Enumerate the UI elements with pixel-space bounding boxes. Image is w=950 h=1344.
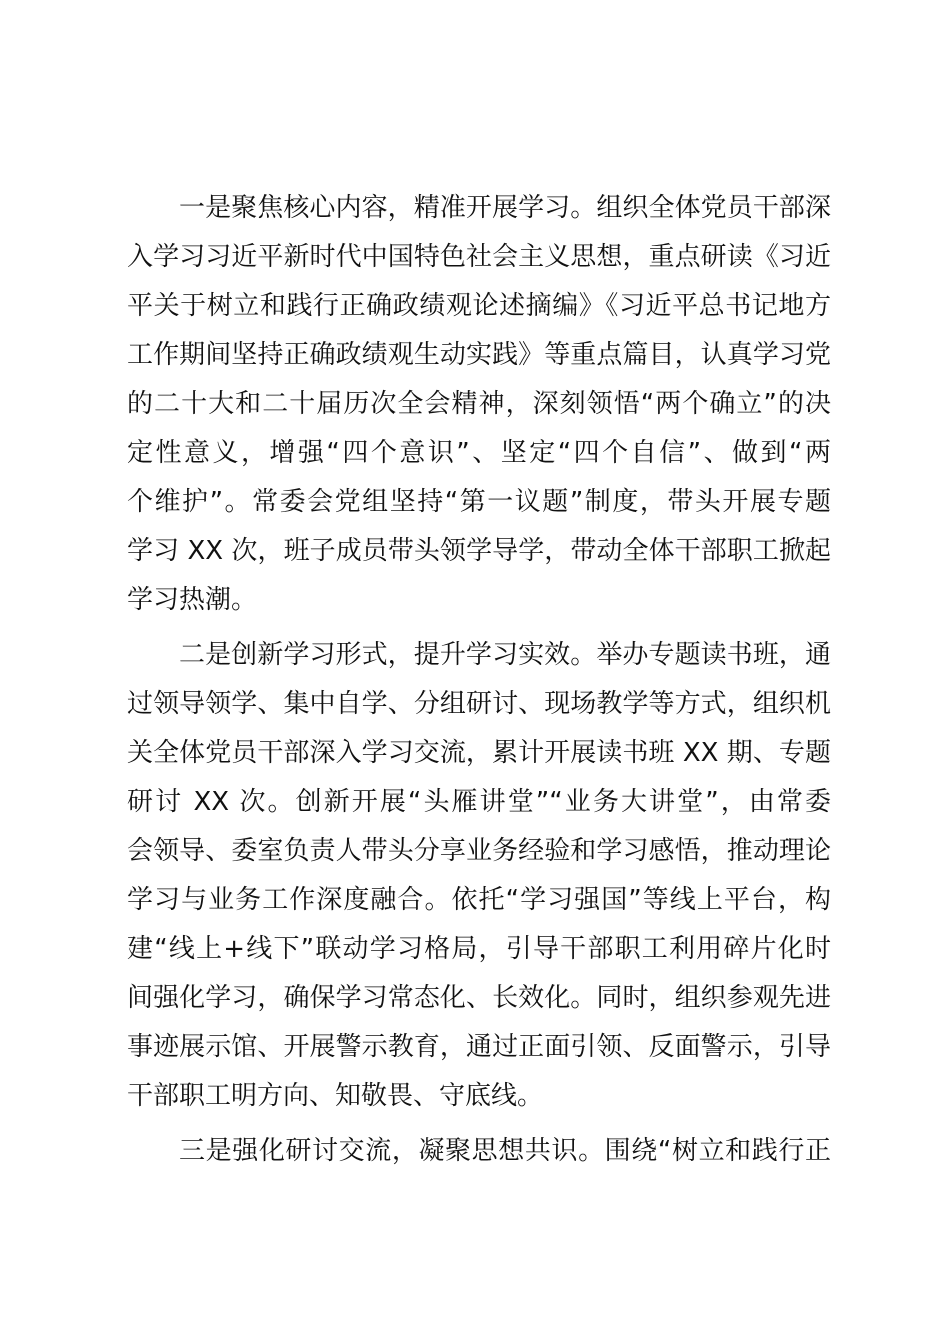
text-line: 干部职工明方向、知敬畏、守底线。 (127, 1081, 544, 1111)
text-line: 建“线上+线下”联动学习格局，引导干部职工利用碎片化时 (127, 934, 831, 964)
text-line: 个维护”。常委会党组坚持“第一议题”制度，带头开展专题 (127, 487, 831, 517)
text-line: 过领导领学、集中自学、分组研讨、现场教学等方式，组织机 (127, 689, 831, 719)
text-line: 一是聚焦核心内容，精准开展学习。组织全体党员干部深 (179, 193, 831, 223)
text-line: 学习热潮。 (127, 585, 258, 615)
paragraph (127, 631, 831, 1121)
document-page (127, 184, 831, 1182)
text-line: 三是强化研讨交流，凝聚思想共识。围绕“树立和践行正 (179, 1136, 831, 1166)
paragraph (127, 184, 831, 625)
text-line: 二是创新学习形式，提升学习实效。举办专题读书班，通 (179, 640, 831, 670)
text-line: 的二十大和二十届历次全会精神，深刻领悟“两个确立”的决 (127, 389, 831, 419)
text-line: 会领导、委室负责人带头分享业务经验和学习感悟，推动理论 (127, 836, 831, 866)
text-line: 关全体党员干部深入学习交流，累计开展读书班 XX 期、专题 (127, 738, 831, 768)
text-line: 平关于树立和践行正确政绩观论述摘编》《习近平总书记地方 (127, 291, 831, 321)
text-line: 事迹展示馆、开展警示教育，通过正面引领、反面警示，引导 (127, 1032, 831, 1062)
paragraph (127, 1127, 831, 1176)
text-line: 学习 XX 次，班子成员带头领学导学，带动全体干部职工掀起 (127, 536, 831, 566)
text-line: 学习与业务工作深度融合。依托“学习强国”等线上平台，构 (127, 885, 831, 915)
text-line: 研讨 XX 次。创新开展“头雁讲堂”“业务大讲堂”，由常委 (127, 787, 831, 817)
text-line: 工作期间坚持正确政绩观生动实践》等重点篇目，认真学习党 (127, 340, 831, 370)
text-line: 入学习习近平新时代中国特色社会主义思想，重点研读《习近 (127, 242, 831, 272)
text-line: 定性意义，增强“四个意识”、坚定“四个自信”、做到“两 (127, 438, 831, 468)
text-line: 间强化学习，确保学习常态化、长效化。同时，组织参观先进 (127, 983, 831, 1013)
